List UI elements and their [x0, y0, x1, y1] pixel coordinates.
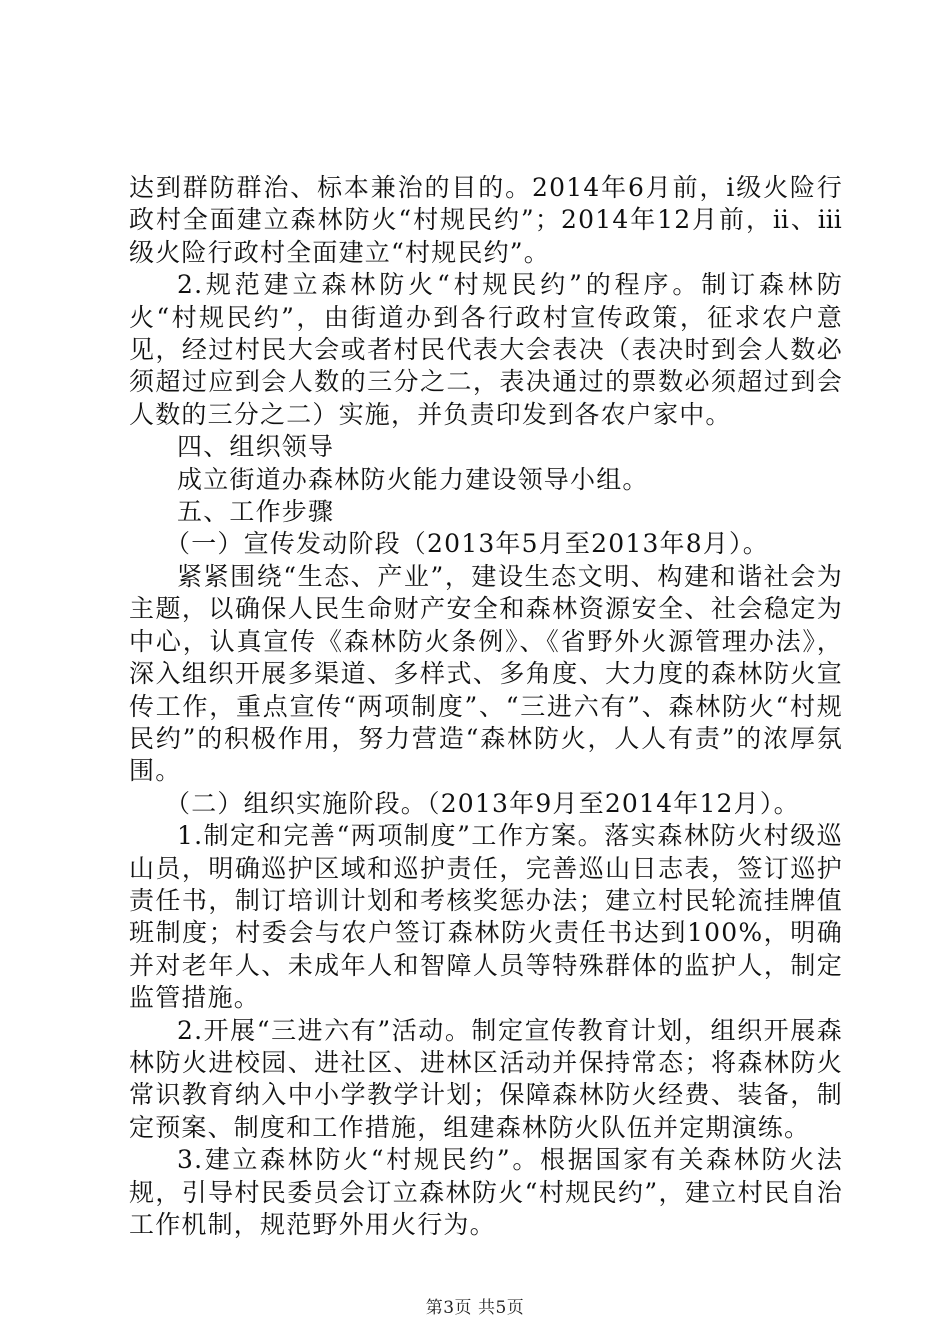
- subheading-publicity-stage: （一）宣传发动阶段（2013年5月至2013年8月）。: [165, 529, 769, 559]
- section-heading-work-steps: 五、工作步骤: [177, 497, 335, 527]
- document-body: [129, 172, 843, 1241]
- paragraph-village-rules: 3.建立森林防火“村规民约”。根据国家有关森林防火法规，引导村民委员会订立森林防火“村规民约”，建立村民自治工作机制，规范野外用火行为。: [129, 1145, 843, 1239]
- section-heading-organization: 四、组织领导: [177, 432, 335, 462]
- page-number-footer: 第3页 共5页: [425, 1298, 525, 1318]
- paragraph-three-six-activity: 2.开展“三进六有”活动。制定宣传教育计划，组织开展森林防火进校园、进社区、进林区活动并保持常态；将森林防火常识教育纳入中小学教学计划；保障森林防火经费、装备，制定预案、制度和工作措施，组建森林防火队伍并定期演练。: [129, 1015, 843, 1142]
- paragraph-leading-group: 成立街道办森林防火能力建设领导小组。: [177, 464, 649, 494]
- paragraph-procedure: 2.规范建立森林防火“村规民约”的程序。制订森林防火“村规民约”，由街道办到各行政村宣传政策，征求农户意见，经过村民大会或者村民代表大会表决（表决时到会人数必须超过应到会人数的三分之二，表决通过的票数必须超过到会人数的三分之二）实施，并负责印发到各农户家中。: [129, 270, 843, 429]
- paragraph-two-systems: 1.制定和完善“两项制度”工作方案。落实森林防火村级巡山员，明确巡护区域和巡护责任，完善巡山日志表，签订巡护责任书，制订培训计划和考核奖惩办法；建立村民轮流挂牌值班制度；村委会与农户签订森林防火责任书达到100%，明确并对老年人、未成年人和智障人员等特殊群体的监护人，制定监管措施。: [129, 821, 843, 1013]
- paragraph-continuation: 达到群防群治、标本兼治的目的。2014年6月前，ⅰ级火险行政村全面建立森林防火“村规民约”；2014年12月前，ⅱ、ⅲ级火险行政村全面建立“村规民约”。: [129, 173, 843, 267]
- subheading-implementation-stage: （二）组织实施阶段。（2013年9月至2014年12月）。: [165, 788, 800, 818]
- paragraph-publicity: 紧紧围绕“生态、产业”，建设生态文明、构建和谐社会为主题，以确保人民生命财产安全和森林资源安全、社会稳定为中心，认真宣传《森林防火条例》、《省野外火源管理办法》，深入组织开展多渠道、多样式、多角度、大力度的森林防火宣传工作，重点宣传“两项制度”、“三进六有”、森林防火“村规民约”的积极作用，努力营造“森林防火，人人有责”的浓厚氛围。: [129, 561, 843, 786]
